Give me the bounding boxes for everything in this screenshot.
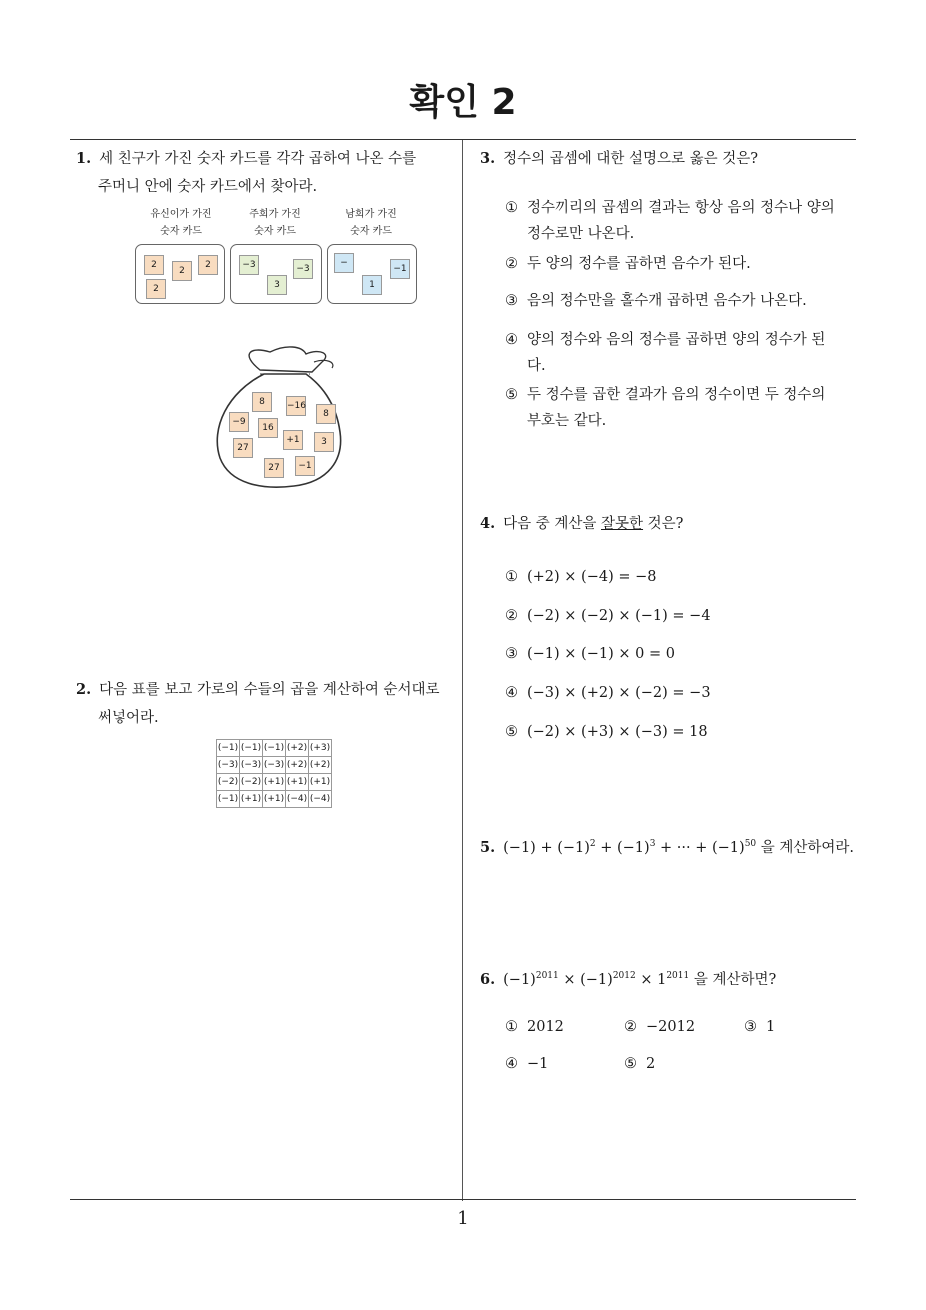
question-4 xyxy=(480,510,860,538)
bag-card: +1 xyxy=(283,430,303,450)
card-box-1 xyxy=(135,244,225,304)
expression-part: + (−1) xyxy=(595,839,650,856)
table-cell: (−1) xyxy=(263,740,286,757)
question-text: 을 계산하면? xyxy=(689,971,777,988)
q3-option-3 xyxy=(505,288,855,314)
option-mark: ① xyxy=(505,569,518,585)
table-cell: (−3) xyxy=(217,757,240,774)
question-text-underlined: 잘못한 xyxy=(601,516,644,532)
question-text: 다음 표를 보고 가로의 수들의 곱을 계산하여 순서대로 xyxy=(99,682,440,698)
table-cell: (−3) xyxy=(240,757,263,774)
table-cell: (+1) xyxy=(286,774,309,791)
label-line: 숫자 카드 xyxy=(160,226,202,237)
bag-card: 8 xyxy=(252,392,272,412)
q4-option-1 xyxy=(505,564,657,590)
question-number: 4. xyxy=(480,515,496,532)
option-mark: ③ xyxy=(505,293,518,309)
table-cell: (+1) xyxy=(309,774,332,791)
option-value: −2012 xyxy=(646,1019,696,1035)
option-mark: ⑤ xyxy=(505,724,518,740)
option-mark: ② xyxy=(505,608,518,624)
bag-card: 16 xyxy=(258,418,278,438)
expression-part: × (−1) xyxy=(558,971,613,988)
option-text: 두 정수를 곱한 결과가 음의 정수이면 두 정수의 xyxy=(527,387,826,403)
option-mark: ③ xyxy=(744,1019,757,1035)
table-cell: (+3) xyxy=(309,740,332,757)
option-text: 부호는 같다. xyxy=(527,413,607,429)
option-mark: ⑤ xyxy=(505,387,518,403)
q6-option-5 xyxy=(624,1051,655,1077)
bottom-rule xyxy=(70,1199,856,1200)
bag-card: 8 xyxy=(316,404,336,424)
option-text: 양의 정수와 음의 정수를 곱하면 양의 정수가 된 xyxy=(527,332,826,348)
option-mark: ④ xyxy=(505,332,518,348)
expression-part: + ··· + (−1) xyxy=(655,839,745,856)
page-number: 1 xyxy=(457,1208,469,1229)
card-group-label-2 xyxy=(230,206,320,240)
exponent: 2011 xyxy=(666,971,690,981)
table-cell: (+1) xyxy=(240,791,263,808)
label-line: 유신이가 가진 xyxy=(150,209,212,220)
number-card: 2 xyxy=(144,255,164,275)
table-cell: (+2) xyxy=(286,740,309,757)
table-cell: (−2) xyxy=(240,774,263,791)
number-card: 2 xyxy=(146,279,166,299)
exponent: 50 xyxy=(744,839,757,849)
exponent: 3 xyxy=(649,839,656,849)
q4-option-3 xyxy=(505,641,675,667)
question-text: 다음 중 계산을 xyxy=(503,516,602,532)
table-cell: (−4) xyxy=(309,791,332,808)
table-row xyxy=(217,791,332,808)
bag-card: −9 xyxy=(229,412,249,432)
option-text: 정수로만 나온다. xyxy=(527,226,635,242)
table-row xyxy=(217,740,332,757)
number-card: 3 xyxy=(267,275,287,295)
number-card: 1 xyxy=(362,275,382,295)
label-line: 남희가 가진 xyxy=(345,209,397,220)
q4-option-2 xyxy=(505,603,711,629)
expression-part: (−1) xyxy=(503,971,536,988)
exponent: 2012 xyxy=(612,971,636,981)
page-title: 확인 2 xyxy=(409,82,517,123)
number-card: − xyxy=(334,253,354,273)
question-6 xyxy=(480,962,860,994)
bag-card: 27 xyxy=(264,458,284,478)
card-group-label-3 xyxy=(326,206,416,240)
number-card: 2 xyxy=(172,261,192,281)
question-2-line-2: 써넣어라. xyxy=(98,710,159,726)
expression-part: × 1 xyxy=(635,971,667,988)
question-text: 을 계산하여라. xyxy=(756,839,855,856)
question-number: 2. xyxy=(76,681,92,698)
option-expression: (−1) × (−1) × 0 = 0 xyxy=(527,646,675,662)
question-text: 것은? xyxy=(643,516,684,532)
option-expression: (+2) × (−4) = −8 xyxy=(527,569,657,585)
option-value: 2012 xyxy=(527,1019,564,1035)
question-1-line-2: 주머니 안에 숫자 카드에서 찾아라. xyxy=(98,179,318,195)
q6-option-3 xyxy=(744,1014,775,1040)
question-2-line-1 xyxy=(76,676,460,704)
card-group-label-1 xyxy=(136,206,226,240)
option-mark: ③ xyxy=(505,646,518,662)
table-cell: (−1) xyxy=(217,740,240,757)
card-box-2 xyxy=(230,244,322,304)
bag-card: 3 xyxy=(314,432,334,452)
table-cell: (+1) xyxy=(263,774,286,791)
option-text: 두 양의 정수를 곱하면 음수가 된다. xyxy=(527,256,751,272)
table-cell: (+2) xyxy=(309,757,332,774)
q3-option-5 xyxy=(505,382,855,434)
q3-option-1 xyxy=(505,195,855,247)
question-2 xyxy=(76,676,460,732)
table-cell: (−4) xyxy=(286,791,309,808)
q6-option-2 xyxy=(624,1014,695,1040)
option-value: −1 xyxy=(527,1056,549,1072)
label-line: 주희가 가진 xyxy=(249,209,301,220)
question-number: 3. xyxy=(480,150,496,167)
q4-option-4 xyxy=(505,680,711,706)
option-mark: ② xyxy=(505,256,518,272)
table-cell: (+1) xyxy=(263,791,286,808)
question-number: 6. xyxy=(480,970,496,988)
option-expression: (−2) × (−2) × (−1) = −4 xyxy=(527,608,711,624)
question-3 xyxy=(480,145,860,173)
question-number: 1. xyxy=(76,150,92,167)
option-value: 1 xyxy=(766,1019,776,1035)
option-expression: (−2) × (+3) × (−3) = 18 xyxy=(527,724,708,740)
option-expression: (−3) × (+2) × (−2) = −3 xyxy=(527,685,711,701)
table-cell: (+2) xyxy=(286,757,309,774)
question-1 xyxy=(76,145,460,201)
table-cell: (−3) xyxy=(263,757,286,774)
option-mark: ① xyxy=(505,200,518,216)
question-number: 5. xyxy=(480,838,496,856)
q3-option-4 xyxy=(505,327,855,379)
option-mark: ② xyxy=(624,1019,637,1035)
q6-option-4 xyxy=(505,1051,548,1077)
number-card: −3 xyxy=(239,255,259,275)
question-text: 세 친구가 가진 숫자 카드를 각각 곱하여 나온 수를 xyxy=(99,151,417,167)
table-row xyxy=(217,757,332,774)
option-text: 음의 정수만을 홀수개 곱하면 음수가 나온다. xyxy=(527,293,807,309)
number-card: −3 xyxy=(293,259,313,279)
q6-option-1 xyxy=(505,1014,564,1040)
option-mark: ⑤ xyxy=(624,1056,637,1072)
number-card: 2 xyxy=(198,255,218,275)
label-line: 숫자 카드 xyxy=(350,226,392,237)
question-5 xyxy=(480,830,860,862)
option-mark: ④ xyxy=(505,1056,518,1072)
option-mark: ① xyxy=(505,1019,518,1035)
table-cell: (−1) xyxy=(240,740,263,757)
expression-part: (−1) + (−1) xyxy=(503,839,590,856)
option-value: 2 xyxy=(646,1056,656,1072)
table-cell: (−2) xyxy=(217,774,240,791)
top-rule xyxy=(70,139,856,140)
exponent: 2 xyxy=(589,839,596,849)
option-text: 다. xyxy=(527,358,546,374)
q4-option-5 xyxy=(505,719,708,745)
card-box-3 xyxy=(327,244,417,304)
q3-option-2 xyxy=(505,251,855,277)
number-card: −1 xyxy=(390,259,410,279)
product-table xyxy=(216,739,332,808)
table-cell: (−1) xyxy=(217,791,240,808)
column-divider xyxy=(462,140,463,1201)
bag-card: −16 xyxy=(286,396,306,416)
option-text: 정수끼리의 곱셈의 결과는 항상 음의 정수나 양의 xyxy=(527,200,835,216)
exponent: 2011 xyxy=(535,971,559,981)
option-mark: ④ xyxy=(505,685,518,701)
question-1-line-1 xyxy=(76,145,460,173)
bag-card: −1 xyxy=(295,456,315,476)
question-text: 정수의 곱셈에 대한 설명으로 옳은 것은? xyxy=(503,151,759,167)
label-line: 숫자 카드 xyxy=(254,226,296,237)
bag-card: 27 xyxy=(233,438,253,458)
table-row xyxy=(217,774,332,791)
